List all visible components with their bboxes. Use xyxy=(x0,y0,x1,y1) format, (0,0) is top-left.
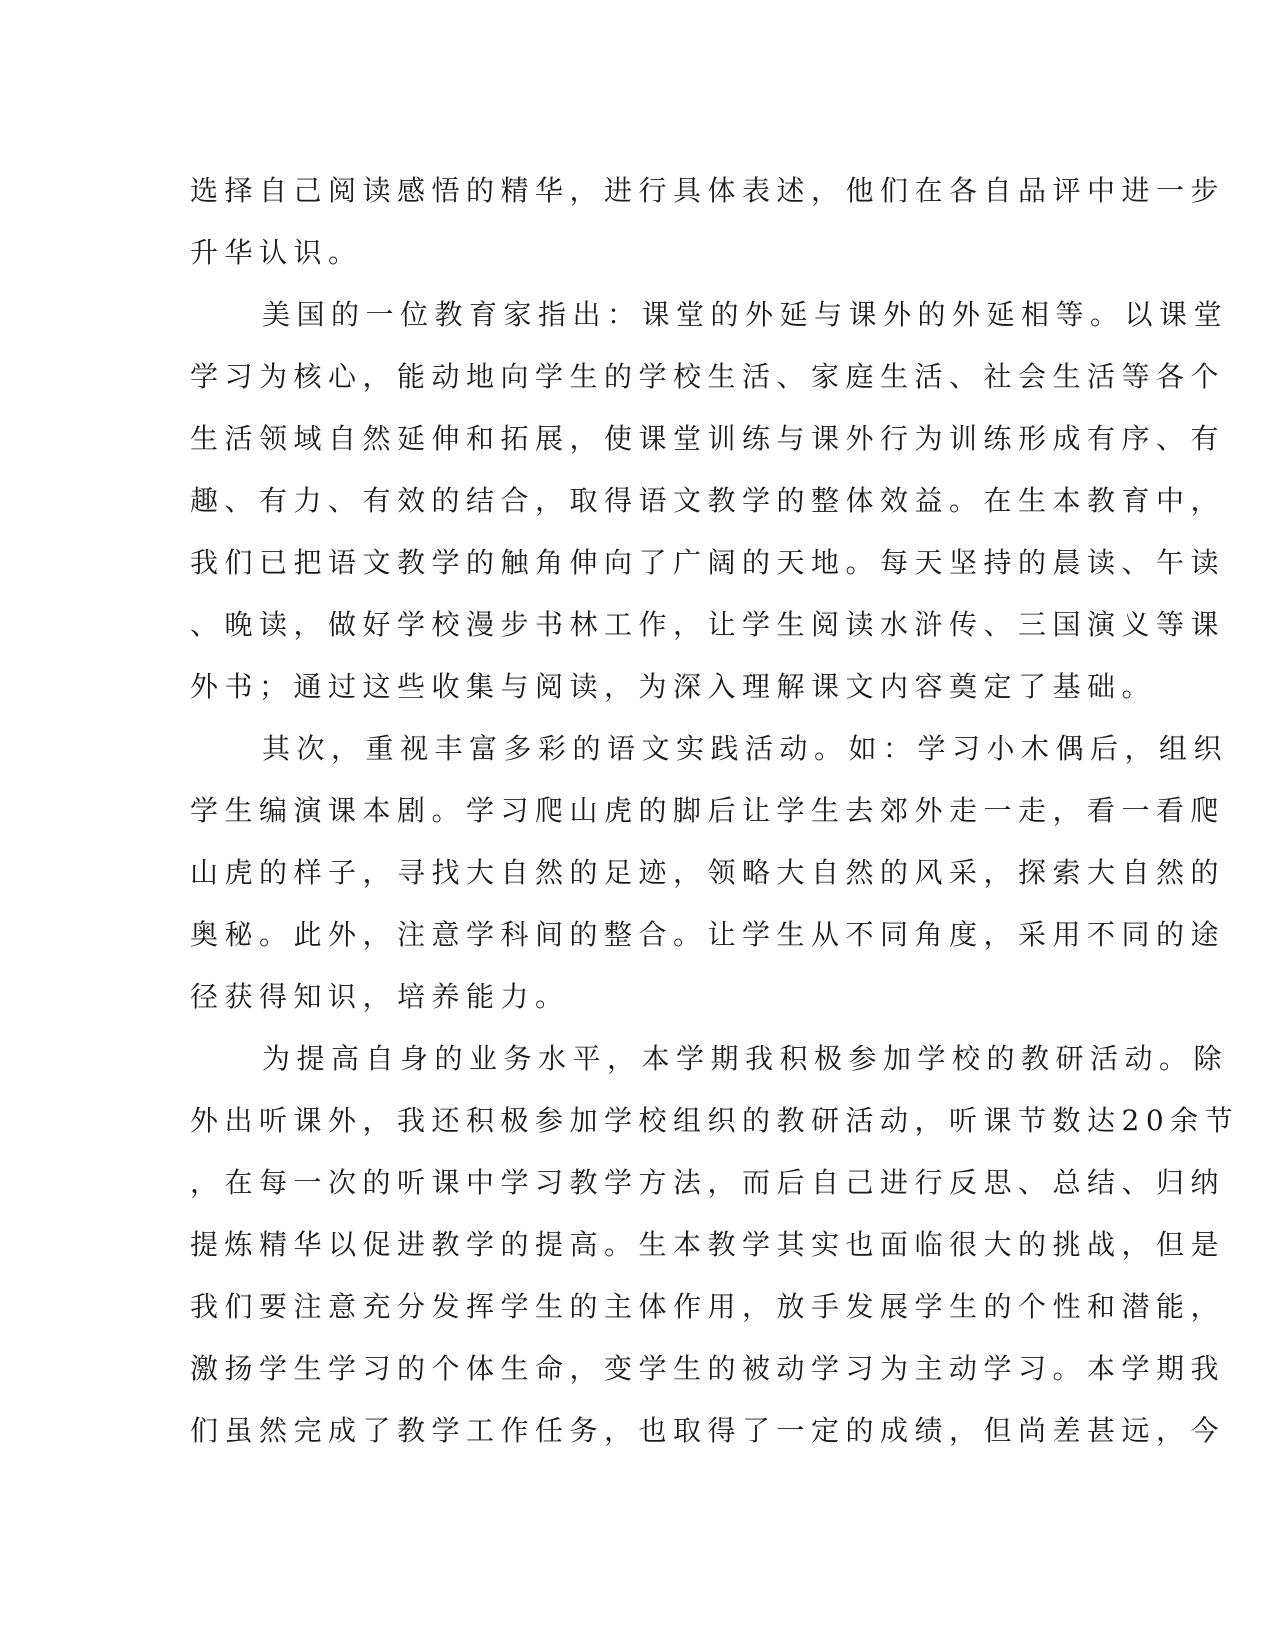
paragraph xyxy=(190,718,1229,1028)
text-line: 们虽然完成了教学工作任务，也取得了一定的成绩，但尚差甚远，今 xyxy=(190,1414,1226,1447)
text-line: 我们要注意充分发挥学生的主体作用，放手发展学生的个性和潜能， xyxy=(190,1290,1226,1323)
text-line: 生活领域自然延伸和拓展，使课堂训练与课外行为训练形成有序、有 xyxy=(190,422,1226,455)
text-line: 学习为核心，能动地向学生的学校生活、家庭生活、社会生活等各个 xyxy=(190,360,1226,393)
text-line: 外出听课外，我还积极参加学校组织的教研活动，听课节数达20余节 xyxy=(190,1104,1240,1137)
text-line: 美国的一位教育家指出：课堂的外延与课外的外延相等。以课堂 xyxy=(262,298,1229,331)
paragraph xyxy=(190,160,1226,284)
text-line: 提炼精华以促进教学的提高。生本教学其实也面临很大的挑战，但是 xyxy=(190,1228,1226,1261)
paragraph xyxy=(190,1028,1240,1462)
text-line: 外书；通过这些收集与阅读，为深入理解课文内容奠定了基础。 xyxy=(190,670,1157,703)
text-line: 趣、有力、有效的结合，取得语文教学的整体效益。在生本教育中， xyxy=(190,484,1226,517)
text-line: 奥秘。此外，注意学科间的整合。让学生从不同角度，采用不同的途 xyxy=(190,918,1226,951)
text-line: 激扬学生学习的个体生命，变学生的被动学习为主动学习。本学期我 xyxy=(190,1352,1226,1385)
text-line: 学生编演课本剧。学习爬山虎的脚后让学生去郊外走一走，看一看爬 xyxy=(190,794,1226,827)
text-line: 我们已把语文教学的触角伸向了广阔的天地。每天坚持的晨读、午读 xyxy=(190,546,1226,579)
text-line: 为提高自身的业务水平，本学期我积极参加学校的教研活动。除 xyxy=(262,1042,1229,1075)
text-line: 径获得知识，培养能力。 xyxy=(190,980,570,1013)
paragraph xyxy=(190,284,1229,718)
text-line: 升华认识。 xyxy=(190,236,363,269)
text-line: 山虎的样子，寻找大自然的足迹，领略大自然的风采，探索大自然的 xyxy=(190,856,1226,889)
body-text xyxy=(190,160,1240,1462)
text-line: 选择自己阅读感悟的精华，进行具体表述，他们在各自品评中进一步 xyxy=(190,174,1226,207)
text-line: ，在每一次的听课中学习教学方法，而后自己进行反思、总结、归纳 xyxy=(190,1166,1226,1199)
text-line: 其次，重视丰富多彩的语文实践活动。如：学习小木偶后，组织 xyxy=(262,732,1229,765)
text-line: 、晚读，做好学校漫步书林工作，让学生阅读水浒传、三国演义等课 xyxy=(190,608,1226,641)
